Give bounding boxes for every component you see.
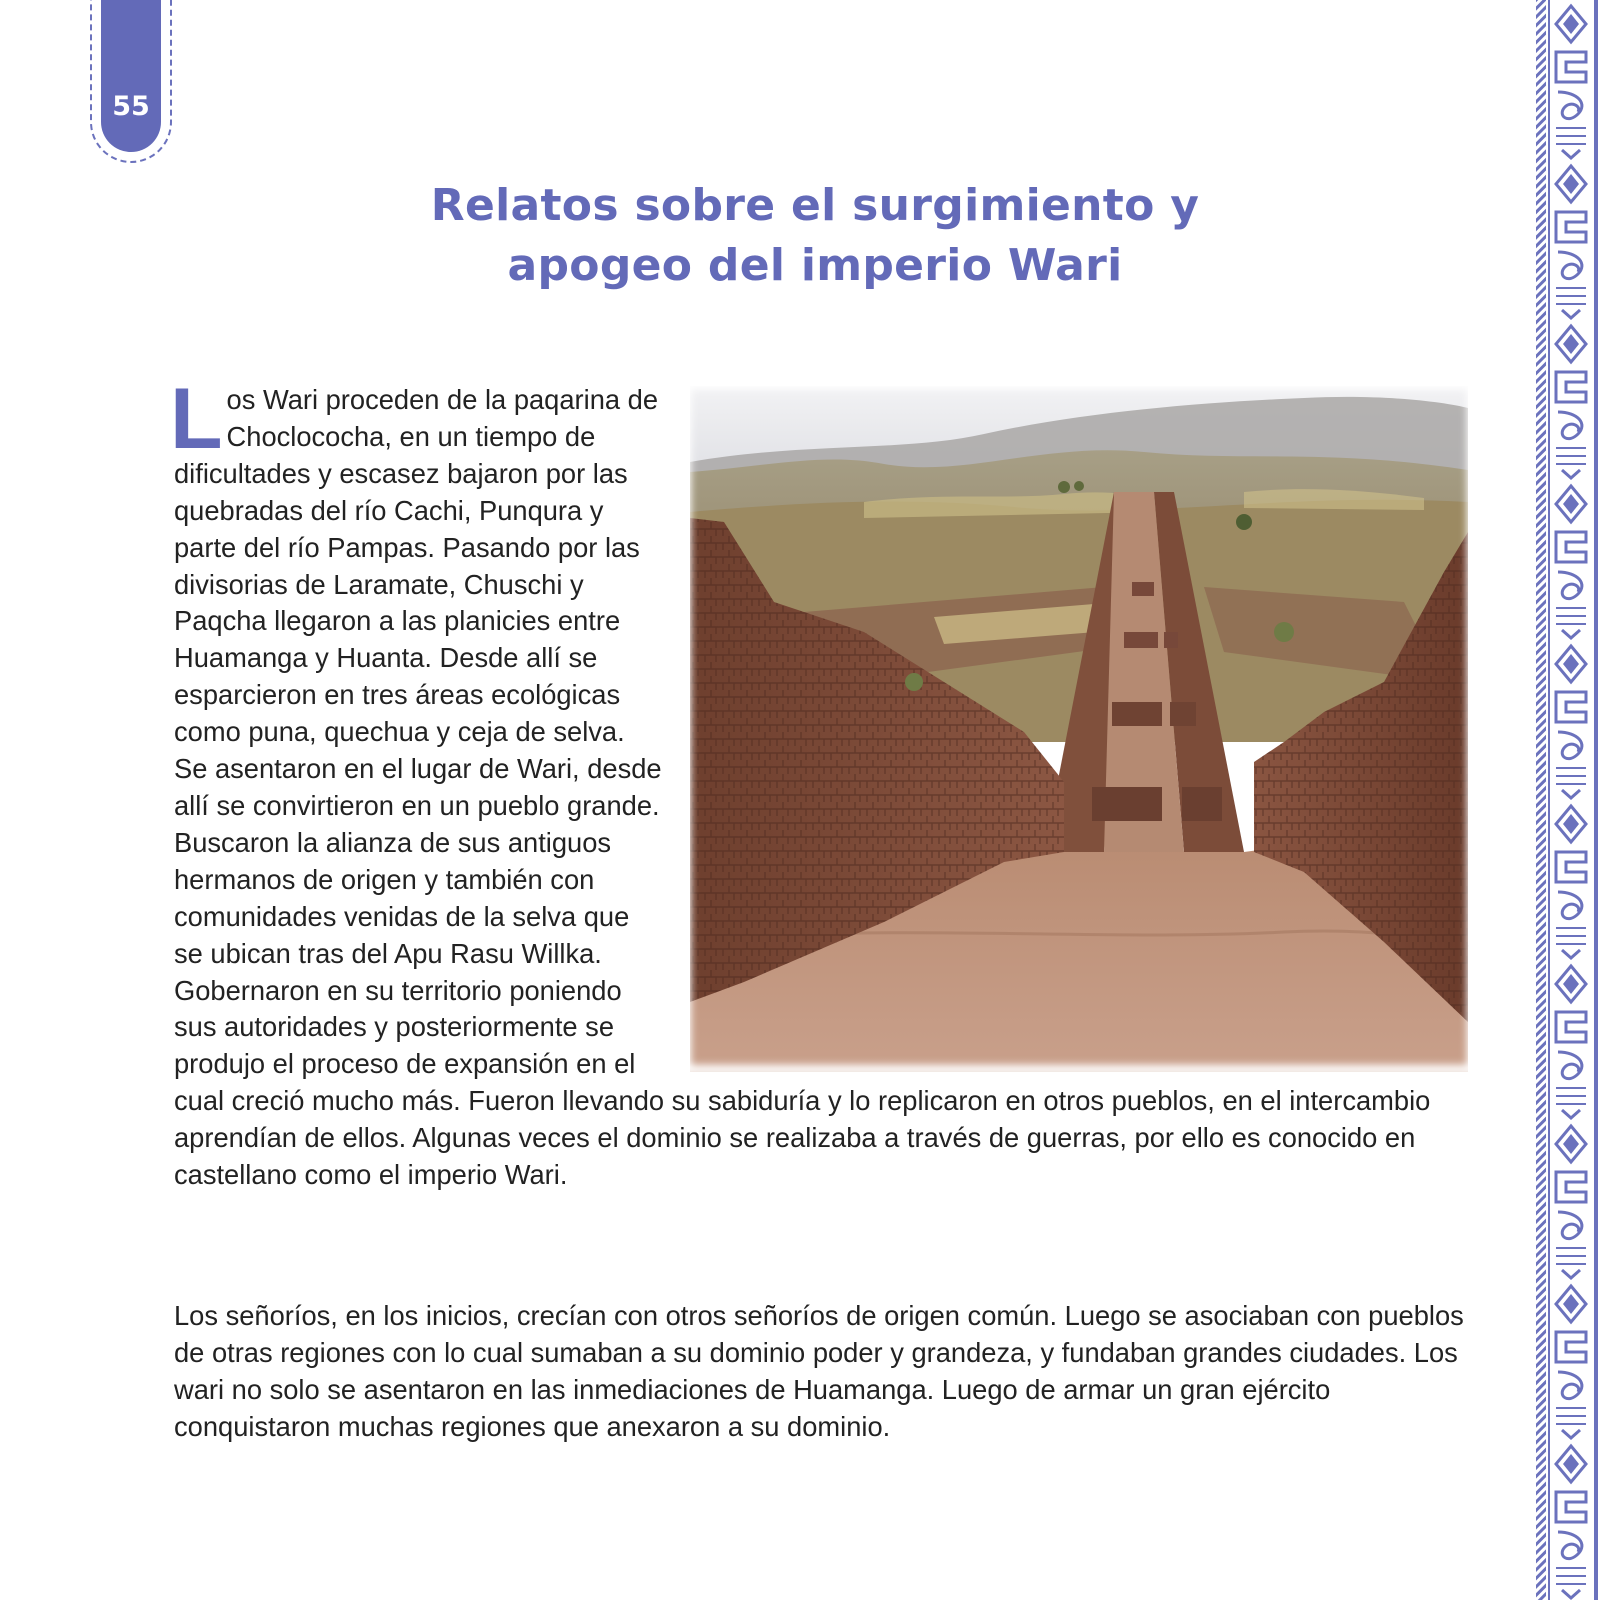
- paragraph-1-text: os Wari proceden de la paqarina de Choclococha, en un tiempo de dificultades y escasez bajaron por las quebradas del río Cachi, Punqura y parte del río Pampas. Pasando por las divisorias de Laramate, Chuschi y Paqcha llegaron a las planicies entre Huamanga y Huanta. Desde allí se esparcieron en tres áreas ecológicas como puna, quechua y ceja de selva. Se asentaron en el lugar de Wari, desde allí se convirtieron en un pueblo grande. Buscaron la alianza de sus antiguos hermanos de origen y también con comunidades venidas de la selva que se ubican tras del Apu Rasu Willka. Gobernaron en su territorio poniendo sus autoridades y posteriormente se produjo el proceso de expansión en el cual creció mucho más. Fueron llevando su sabiduría y lo replicaron en otros pueblos, en el intercambio aprendían de ellos. Algunas veces el dominio se realizaba a través de guerras, por ello es conocido en castellano como el imperio Wari.: [174, 384, 1431, 1191]
- page-title-line-1: Relatos sobre el surgimiento y: [430, 180, 1200, 231]
- wari-ruins-photo: [684, 382, 1474, 1072]
- drop-cap: L: [170, 371, 223, 467]
- article-body: [170, 371, 1474, 1446]
- page-title: [300, 176, 1330, 296]
- page-number: 55: [112, 91, 150, 122]
- wari-ruins-illustration: [684, 382, 1474, 1072]
- andean-pattern-border: [1534, 0, 1600, 1600]
- page-title-line-2: apogeo del imperio Wari: [507, 240, 1123, 291]
- paragraph-2: Los señoríos, en los inicios, crecían con otros señoríos de origen común. Luego se asociaban con pueblos de otras regiones con lo cual sumaban a su dominio poder y grandeza, y fundaban grandes ciudades. Los wari no solo se asentaron en las inmediaciones de Huamanga. Luego de armar un gran ejército conquistaron muchas regiones que anexaron a su dominio.: [174, 1300, 1464, 1442]
- page-number-tab: [90, 0, 172, 163]
- page-number-badge: [101, 0, 161, 152]
- decorative-border: [1534, 0, 1600, 1600]
